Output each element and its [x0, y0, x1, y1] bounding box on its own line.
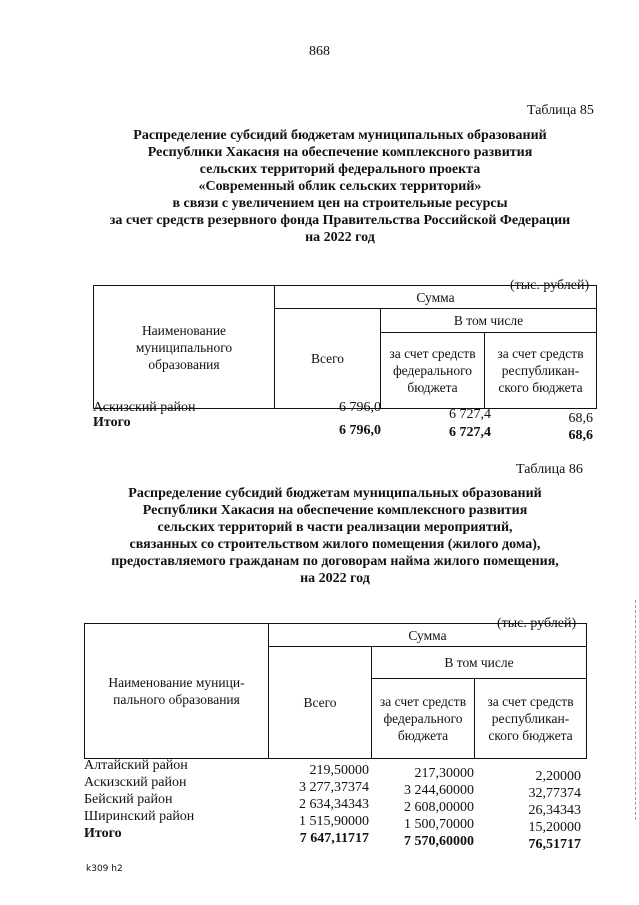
- row-republic: 26,34343: [528, 803, 581, 818]
- row-federal: 6 727,4: [449, 425, 491, 440]
- row-republic: 68,6: [568, 411, 593, 426]
- header-total: Всего: [303, 695, 337, 710]
- table-86-title: [55, 485, 615, 587]
- table-86-label: Таблица 86: [516, 462, 583, 477]
- title-line: Распределение субсидий бюджетам муниципальных образований: [128, 486, 542, 501]
- header-total: Всего: [310, 351, 345, 366]
- header-including: В том числе: [444, 655, 514, 670]
- header-republic: за счет средств республикан-ского бюджета: [497, 346, 584, 395]
- row-name: Итого: [93, 415, 131, 430]
- header-sum: Сумма: [416, 289, 455, 305]
- header-federal: за счет средств федерального бюджета: [379, 694, 467, 743]
- row-total: 6 796,0: [339, 423, 381, 438]
- header-federal: за счет средств федерального бюджета: [389, 346, 476, 395]
- table-85-title: [60, 127, 620, 246]
- table-85-label: Таблица 85: [527, 103, 594, 118]
- row-total: 1 515,90000: [299, 814, 369, 829]
- row-federal: 6 727,4: [449, 407, 491, 422]
- row-name: Ширинский район: [84, 809, 195, 824]
- row-name: Аскизский район: [93, 400, 196, 415]
- title-line: Республики Хакасия на обеспечение комплексного развития: [142, 503, 528, 518]
- title-line: сельских территорий в части реализации мероприятий,: [157, 520, 513, 535]
- title-line: предоставляемого гражданам по договорам найма жилого помещения,: [111, 554, 559, 569]
- header-republic: за счет средств республикан-ского бюджета: [487, 694, 574, 743]
- header-sum: Сумма: [408, 627, 447, 643]
- title-line: в связи с увеличением цен на строительные ресурсы: [172, 196, 508, 211]
- row-federal: 217,30000: [414, 766, 474, 781]
- header-including: В том числе: [453, 313, 524, 328]
- row-federal: 1 500,70000: [404, 817, 474, 832]
- row-total: 219,50000: [309, 763, 369, 778]
- title-line: Распределение субсидий бюджетам муниципальных образований: [133, 128, 547, 143]
- footer-code: k309 h2: [86, 864, 123, 874]
- row-republic: 76,51717: [528, 837, 581, 852]
- row-total: 2 634,34343: [299, 797, 369, 812]
- header-name: Наименование муниципального образования: [135, 322, 233, 372]
- row-republic: 15,20000: [528, 820, 581, 835]
- row-federal: 7 570,60000: [404, 834, 474, 849]
- row-total: 3 277,37374: [299, 780, 369, 795]
- row-federal: 2 608,00000: [404, 800, 474, 815]
- title-line: связанных со строительством жилого помещения (жилого дома),: [129, 537, 541, 552]
- table-86-header: [84, 623, 587, 759]
- title-line: сельских территорий федерального проекта: [199, 162, 481, 177]
- row-name: Аскизский район: [84, 775, 187, 790]
- row-name: Итого: [84, 826, 122, 841]
- table-85-header: [93, 285, 597, 409]
- table-86-unit: (тыс. рублей): [497, 616, 577, 631]
- title-line: на 2022 год: [300, 571, 370, 586]
- header-name: Наименование муници-пального образования: [108, 675, 245, 707]
- row-total: 6 796,0: [339, 400, 381, 415]
- page-number: 868: [309, 44, 330, 59]
- title-line: «Современный облик сельских территорий»: [198, 179, 482, 194]
- title-line: за счет средств резервного фонда Правительства Российской Федерации: [109, 213, 571, 228]
- row-republic: 32,77374: [528, 786, 581, 801]
- row-republic: 68,6: [568, 428, 593, 443]
- title-line: Республики Хакасия на обеспечение комплексного развития: [147, 145, 533, 160]
- row-name: Алтайский район: [84, 758, 188, 773]
- row-total: 7 647,11717: [299, 831, 369, 846]
- scan-edge-mark: [635, 600, 639, 820]
- row-republic: 2,20000: [535, 769, 581, 784]
- row-name: Бейский район: [84, 792, 173, 807]
- table-85-unit: (тыс. рублей): [510, 278, 590, 293]
- row-federal: 3 244,60000: [404, 783, 474, 798]
- title-line: на 2022 год: [305, 230, 375, 245]
